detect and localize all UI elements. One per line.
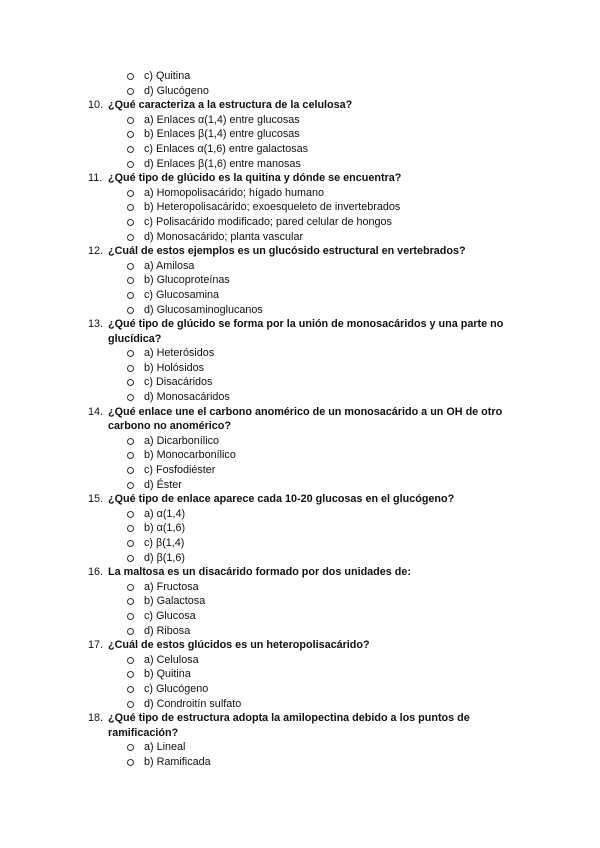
circle-bullet-icon bbox=[127, 657, 134, 664]
circle-bullet-icon bbox=[127, 234, 134, 241]
answer-option-text: b) Heteropolisacárido; exoesqueleto de invertebrados bbox=[144, 201, 401, 214]
answer-option-text: c) Disacáridos bbox=[144, 376, 213, 389]
answer-option bbox=[0, 390, 600, 405]
answer-options bbox=[0, 580, 600, 638]
circle-bullet-icon bbox=[127, 190, 134, 197]
question-number: 18. bbox=[88, 712, 104, 725]
circle-bullet-icon bbox=[127, 452, 134, 459]
answer-option bbox=[0, 682, 600, 697]
circle-bullet-icon bbox=[127, 277, 134, 284]
question-label: ¿Qué tipo de glúcido es la quitina y dónde se encuentra? bbox=[108, 172, 402, 185]
question-number: 12. bbox=[88, 245, 104, 258]
answer-option bbox=[0, 200, 600, 215]
answer-option-text: c) Fosfodiéster bbox=[144, 464, 216, 477]
question-item bbox=[0, 317, 600, 405]
answer-option bbox=[0, 361, 600, 376]
question-text bbox=[0, 405, 600, 434]
answer-option bbox=[0, 609, 600, 624]
question-item bbox=[0, 638, 600, 711]
answer-option bbox=[0, 463, 600, 478]
answer-option-text: b) Ramificada bbox=[144, 755, 211, 768]
circle-bullet-icon bbox=[127, 555, 134, 562]
answer-options bbox=[0, 507, 600, 565]
answer-option-text: c) Polisacárido modificado; pared celular de hongos bbox=[144, 215, 392, 228]
answer-option bbox=[0, 478, 600, 493]
answer-option bbox=[0, 375, 600, 390]
answer-option-text: b) Enlaces β(1,4) entre glucosas bbox=[144, 128, 300, 141]
answer-option-text: b) Quitina bbox=[144, 668, 191, 681]
circle-bullet-icon bbox=[127, 525, 134, 532]
question-text bbox=[0, 171, 600, 186]
circle-bullet-icon bbox=[127, 161, 134, 168]
answer-option bbox=[0, 755, 600, 770]
answer-option bbox=[0, 536, 600, 551]
answer-option-text: a) Enlaces α(1,4) entre glucosas bbox=[144, 113, 300, 126]
circle-bullet-icon bbox=[127, 438, 134, 445]
answer-option-text: c) Glucógeno bbox=[144, 682, 209, 695]
answer-option bbox=[0, 157, 600, 172]
question-text bbox=[0, 317, 600, 346]
question-number: 15. bbox=[88, 493, 104, 506]
answer-option-text: a) Homopolisacárido; hígado humano bbox=[144, 186, 325, 199]
circle-bullet-icon bbox=[127, 540, 134, 547]
answer-option bbox=[0, 113, 600, 128]
question-number: 14. bbox=[88, 405, 104, 418]
circle-bullet-icon bbox=[127, 584, 134, 591]
answer-option-text: b) α(1,6) bbox=[144, 522, 186, 535]
answer-option-text: a) Heterósidos bbox=[144, 347, 215, 360]
answer-option bbox=[0, 448, 600, 463]
answer-option bbox=[0, 667, 600, 682]
answer-option bbox=[0, 580, 600, 595]
question-label: ¿Qué tipo de estructura adopta la amilopectina debido a los puntos de ramificación? bbox=[108, 712, 470, 739]
circle-bullet-icon bbox=[127, 219, 134, 226]
question-item bbox=[0, 244, 600, 317]
question-list bbox=[0, 69, 600, 770]
circle-bullet-icon bbox=[127, 598, 134, 605]
answer-options bbox=[0, 186, 600, 244]
answer-option bbox=[0, 740, 600, 755]
answer-option-text: c) β(1,4) bbox=[144, 537, 185, 549]
question-item bbox=[0, 98, 600, 171]
answer-option bbox=[0, 594, 600, 609]
question-number: 13. bbox=[88, 318, 104, 331]
answer-option bbox=[0, 303, 600, 318]
answer-options bbox=[0, 434, 600, 492]
circle-bullet-icon bbox=[127, 379, 134, 386]
answer-option bbox=[0, 273, 600, 288]
question-text bbox=[0, 244, 600, 259]
circle-bullet-icon bbox=[127, 88, 134, 95]
question-text bbox=[0, 98, 600, 113]
question-label: ¿Cuál de estos ejemplos es un glucósido estructural en vertebrados? bbox=[108, 245, 466, 258]
circle-bullet-icon bbox=[127, 759, 134, 766]
question-number: 17. bbox=[88, 639, 104, 652]
answer-option-text: a) α(1,4) bbox=[144, 507, 186, 520]
answer-option bbox=[0, 653, 600, 668]
answer-option bbox=[0, 84, 600, 99]
circle-bullet-icon bbox=[127, 350, 134, 357]
answer-option-text: d) Glucógeno bbox=[144, 84, 209, 97]
answer-option bbox=[0, 521, 600, 536]
question-label: La maltosa es un disacárido formado por dos unidades de: bbox=[108, 566, 411, 579]
answer-option bbox=[0, 551, 600, 566]
circle-bullet-icon bbox=[127, 671, 134, 678]
answer-option bbox=[0, 507, 600, 522]
answer-option bbox=[0, 230, 600, 245]
answer-option-text: c) Glucosamina bbox=[144, 288, 220, 301]
answer-option bbox=[0, 697, 600, 712]
circle-bullet-icon bbox=[127, 394, 134, 401]
answer-option-text: c) Quitina bbox=[144, 70, 191, 82]
circle-bullet-icon bbox=[127, 744, 134, 751]
circle-bullet-icon bbox=[127, 263, 134, 270]
circle-bullet-icon bbox=[127, 701, 134, 708]
answer-option-text: d) Monosacáridos bbox=[144, 391, 230, 404]
circle-bullet-icon bbox=[127, 131, 134, 138]
answer-options bbox=[0, 346, 600, 404]
question-label: ¿Qué caracteriza a la estructura de la celulosa? bbox=[108, 99, 353, 112]
answer-options bbox=[0, 653, 600, 711]
circle-bullet-icon bbox=[127, 204, 134, 211]
answer-options bbox=[0, 259, 600, 317]
answer-option-text: d) Monosacárido; planta vascular bbox=[144, 230, 304, 243]
question-text bbox=[0, 638, 600, 653]
question-item bbox=[0, 171, 600, 244]
answer-option-text: d) Éster bbox=[144, 478, 182, 491]
question-label: ¿Cuál de estos glúcidos es un heteropolisacárido? bbox=[108, 639, 370, 652]
answer-option-text: a) Amilosa bbox=[144, 259, 195, 272]
answer-option-text: a) Lineal bbox=[144, 741, 186, 754]
answer-option bbox=[0, 142, 600, 157]
answer-option-text: c) Glucosa bbox=[144, 609, 196, 622]
answer-option-text: d) Enlaces β(1,6) entre manosas bbox=[144, 157, 301, 170]
answer-option bbox=[0, 69, 600, 84]
circle-bullet-icon bbox=[127, 307, 134, 314]
answer-option bbox=[0, 215, 600, 230]
answer-option bbox=[0, 127, 600, 142]
question-text bbox=[0, 565, 600, 580]
circle-bullet-icon bbox=[127, 628, 134, 635]
question-number: 11. bbox=[88, 172, 103, 185]
circle-bullet-icon bbox=[127, 511, 134, 518]
answer-option-text: d) β(1,6) bbox=[144, 551, 186, 564]
question-item bbox=[0, 492, 600, 565]
answer-option-text: d) Glucosaminoglucanos bbox=[144, 303, 263, 316]
answer-option-text: b) Galactosa bbox=[144, 595, 206, 608]
circle-bullet-icon bbox=[127, 117, 134, 124]
question-label: ¿Qué tipo de enlace aparece cada 10-20 glucosas en el glucógeno? bbox=[108, 493, 455, 506]
answer-options bbox=[0, 740, 600, 769]
circle-bullet-icon bbox=[127, 467, 134, 474]
question-number: 10. bbox=[88, 99, 104, 112]
question-text bbox=[0, 711, 600, 740]
answer-option bbox=[0, 346, 600, 361]
answer-option bbox=[0, 434, 600, 449]
question-item bbox=[0, 711, 600, 769]
circle-bullet-icon bbox=[127, 686, 134, 693]
circle-bullet-icon bbox=[127, 146, 134, 153]
answer-option-text: c) Enlaces α(1,6) entre galactosas bbox=[144, 142, 309, 155]
question-label: ¿Qué enlace une el carbono anomérico de un monosacárido a un OH de otro carbono no anomérico? bbox=[108, 405, 503, 433]
answer-option-text: a) Fructosa bbox=[144, 580, 199, 593]
answer-option bbox=[0, 259, 600, 274]
answer-option-text: b) Monocarbonílico bbox=[144, 449, 236, 462]
carryover-options bbox=[0, 69, 600, 98]
question-number: 16. bbox=[88, 566, 104, 579]
circle-bullet-icon bbox=[127, 482, 134, 489]
answer-options bbox=[0, 113, 600, 171]
answer-option-text: b) Glucoproteínas bbox=[144, 274, 230, 287]
answer-option bbox=[0, 186, 600, 201]
answer-option-text: d) Condroitín sulfato bbox=[144, 697, 242, 710]
circle-bullet-icon bbox=[127, 613, 134, 620]
circle-bullet-icon bbox=[127, 73, 134, 80]
question-label: ¿Qué tipo de glúcido se forma por la unión de monosacáridos y una parte no glucídica? bbox=[108, 318, 504, 345]
answer-option-text: a) Celulosa bbox=[144, 653, 199, 666]
answer-option-text: a) Dicarbonílico bbox=[144, 434, 220, 447]
answer-option-text: d) Ribosa bbox=[144, 624, 191, 637]
answer-option bbox=[0, 624, 600, 639]
answer-option-text: b) Holósidos bbox=[144, 361, 205, 374]
question-item bbox=[0, 405, 600, 493]
circle-bullet-icon bbox=[127, 292, 134, 299]
circle-bullet-icon bbox=[127, 365, 134, 372]
answer-option bbox=[0, 288, 600, 303]
question-item bbox=[0, 565, 600, 638]
question-text bbox=[0, 492, 600, 507]
